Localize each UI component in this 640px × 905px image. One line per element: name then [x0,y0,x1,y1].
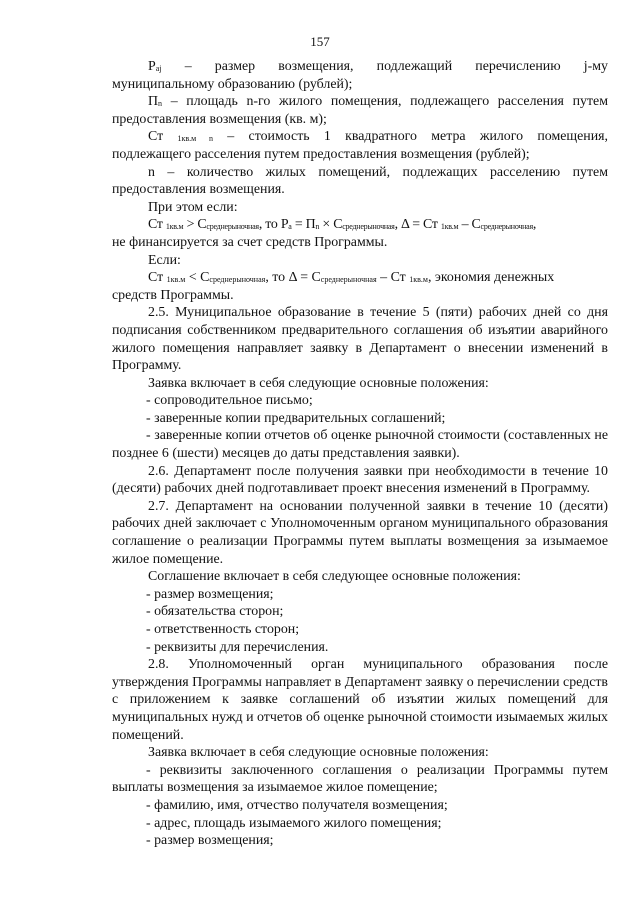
list-item: - фамилию, имя, отчество получателя возмещения; [146,797,448,813]
section-2-5: 2.5. Муниципальное образование в течение 5 (пяти) рабочих дней со дня подписания собственником предварительного соглашения об изъятии аварийного жилого помещения направляет заявку в Департамент о внесении изменений в Программу. [112,305,608,374]
list-item: - заверенные копии отчетов об оценке рыночной стоимости (составленных не позднее 6 (шести) месяцев до даты представления заявки). [112,428,608,462]
list-item: - обязательства сторон; [146,604,284,620]
condition1-intro: При этом если: [148,199,238,215]
condition1-formula: Ст $_{1кв.м} > С_{среднерыночная}$, то $P_а = П_n \times С_{среднерыночная}$, Δ = Ст $_{1кв.м} - С_{среднерыночная}$, [148,217,537,233]
list-item: - заверенные копии предварительных соглашений; [146,410,446,426]
condition2-intro: Если: [148,252,181,268]
condition2-formula: Ст $_{1кв.м} < С_{среднерыночная}$, то $\Delta = С_{среднерыночная}$ – Ст $_{1кв.м}$, экономия денежных [148,270,555,286]
list-item: - сопроводительное письмо; [146,393,313,409]
list-item: - размер возмещения; [146,586,274,602]
section-2-6: 2.6. Департамент после получения заявки при необходимости в течение 10 (десяти) рабочих дней подготавливает проект внесения изменений в Программу. [112,463,608,497]
def-cost-line1: Ст $_{1кв.м n}$ – стоимость 1 квадратного метра жилого помещения, [148,129,608,145]
def-payment-line1: $P_{aj}$ – размер возмещения, подлежащий перечислению j-му [148,59,608,74]
list-item: - реквизиты заключенного соглашения о реализации Программы путем выплаты возмещения за изымаемое жилое помещение; [112,762,608,796]
def-count-line1: n – количество жилых помещений, подлежащих расселению путем [148,164,608,180]
section-2-8-list-intro: Заявка включает в себя следующие основные положения: [148,745,489,761]
def-cost-line2: подлежащего расселения путем предоставления возмещения (рублей); [112,146,530,162]
section-2-7: 2.7. Департамент на основании полученной заявки в течение 10 (десяти) рабочих дней заключает с Уполномоченным органом муниципального образования соглашение о реализации Программы путем выплаты возмещения за изымаемое жилое помещение. [112,498,608,567]
def-payment-line2: муниципальному образованию (рублей); [112,76,353,92]
section-2-8: 2.8. Уполномоченный орган муниципального образования после утверждения Программы направляет в Департамент заявку о перечислении средств с приложением к заявке соглашений об изъятии жилых помещений для муниципальных нужд и отчетов об оценке рыночной стоимости изымаемых жилых помещений. [112,657,608,743]
condition2-line2: средств Программы. [112,287,234,303]
condition1-line2: не финансируется за счет средств Программы. [112,234,388,250]
def-area-line2: предоставления возмещения (кв. м); [112,111,327,127]
section-2-7-list-intro: Соглашение включает в себя следующее основные положения: [148,569,521,585]
document-body [112,58,608,850]
section-2-5-list-intro: Заявка включает в себя следующие основные положения: [148,375,489,391]
page-number: 157 [310,34,330,49]
symbol-p: P [148,59,156,74]
list-item: - размер возмещения; [146,833,274,849]
list-item: - реквизиты для перечисления. [146,639,329,655]
list-item: - ответственность сторон; [146,622,300,637]
def-area-line1: $П_n$ – площадь n-го жилого помещения, подлежащего расселения путем [148,94,608,110]
def-count-line2: предоставления возмещения. [112,182,285,198]
list-item: - адрес, площадь изымаемого жилого помещения; [146,815,442,831]
